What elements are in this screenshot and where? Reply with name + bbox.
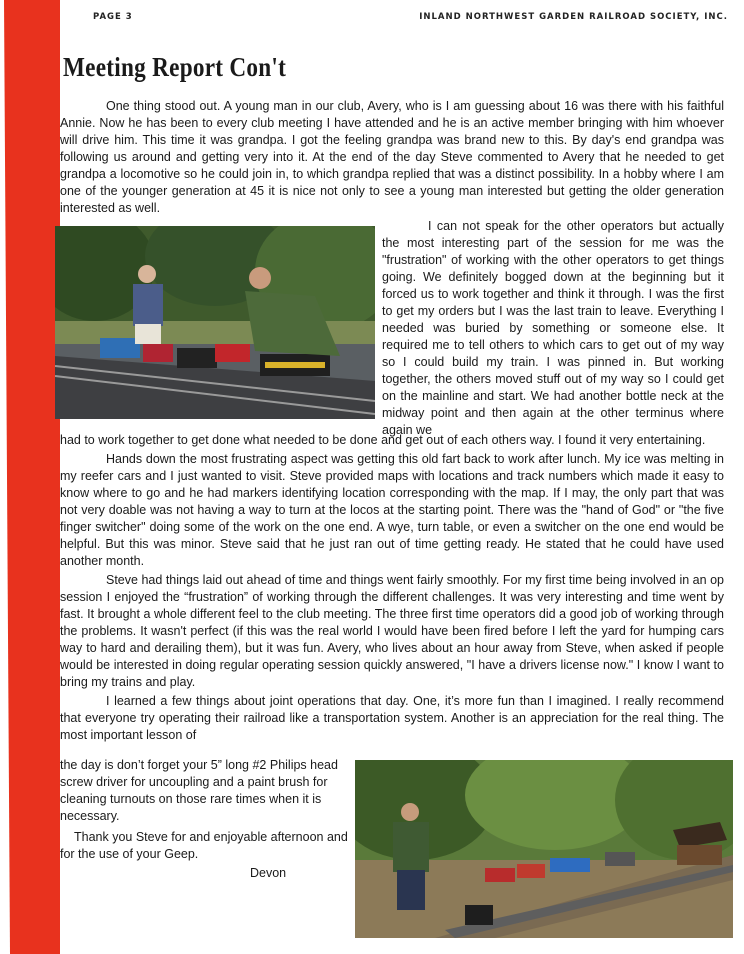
article-wrap-right — [382, 218, 724, 439]
article-body-middle — [60, 432, 724, 744]
article-wrap-left — [60, 757, 348, 882]
author-signature: Devon — [250, 866, 287, 880]
publication-name: INLAND NORTHWEST GARDEN RAILROAD SOCIETY, INC. — [419, 12, 728, 22]
paragraph-5: I learned a few things about joint operations that day. One, it’s more fun than I imagined. I really recommend that everyone try operating their railroad like a transportation system. Another is an appreciation for the real thing. The most important lesson of — [60, 694, 724, 742]
paragraph-2-wrapped: I can not speak for the other operators but actually the most interesting part of the session for me was the "frustration" of working with the other operators to get things going. We definitely bogged down at the beginning but it forced us to work together and think it through. I was the first to get my orders but I was the last train to leave. Everything I needed was buried by something or someone else. It required me to tell others to which cars to get out of my way so I could build my train. I was pinned in. But working together, the others moved stuff out of my way so I could get on the mainline and start. We had another bottle neck at the midway point and then again at the other terminus where again we — [382, 219, 724, 437]
paragraph-1: One thing stood out. A young man in our club, Avery, who is I am guessing about 16 was there with his faithful Annie. Now he has been to every club meeting I have attended and he is an active member bringing with him whoever will drive him. This time it was grandpa. I got the feeling grandpa was brand new to this. By day's end grandpa was following us around and getting very into it. At the end of the day Steve commented to Avery that he needed to get grandpa a locomotive so he could join in, to which grandpa replied that was a distinct possibility. In a hobby where I am one of the younger generation at 45 it is nice not only to see a young man interested but getting the older generation interested as well. — [60, 99, 724, 215]
page-number: PAGE 3 — [93, 12, 133, 22]
paragraph-6: Thank you Steve for and enjoyable afternoon and for the use of your Geep. — [60, 830, 348, 861]
photo-layout-and-operator — [355, 760, 733, 938]
page-title: Meeting Report Con't — [63, 52, 287, 82]
red-side-stripe — [0, 0, 60, 954]
article-body-top — [60, 98, 724, 217]
paragraph-4: Steve had things laid out ahead of time and things went fairly smoothly. For my first time being involved in an op session I enjoyed the “frustration” of working through the different challenges. It was very interesting and time went by fast. It brought a whole different feel to the club meeting. The three first time operators did a good job of working through the problems. It wasn't perfect (if this was the real world I would have been fired before I left the yard for humping cars way to hard and derailing them), but it was fun. Avery, who lives about an hour away from Steve, when asked if people would be interested in doing regular operating session quickly answered, "I have a drivers license now." I know I want to bring my trains and play. — [60, 573, 724, 689]
paragraph-2-continued: had to work together to get done what needed to be done and get out of each others way. I found it very entertaining. — [60, 433, 706, 447]
paragraph-3: Hands down the most frustrating aspect was getting this old fart back to work after lunch. My ice was melting in my reefer cars and I just wanted to visit. Steve provided maps with locations and track numbers which made it easy to know where to go and he had markers identifying location corresponding with the map. If I may, the only part that was not very doable was not having a way to turn at the locos at the starting point. There was the "hand of God" or "the five finger switcher" doing some of the work on the one end. A wye, turn table, or even a switcher on the one end would be helpful. But this was minor. Steve said that he just ran out of time getting ready. He stated that he could have used another month. — [60, 452, 724, 568]
paragraph-5-wrapped: the day is don’t forget your 5” long #2 Philips head screw driver for uncoupling and a paint brush for cleaning turnouts on those rare times when it is necessary. — [60, 758, 338, 823]
photo-operators-at-yard — [55, 226, 375, 419]
